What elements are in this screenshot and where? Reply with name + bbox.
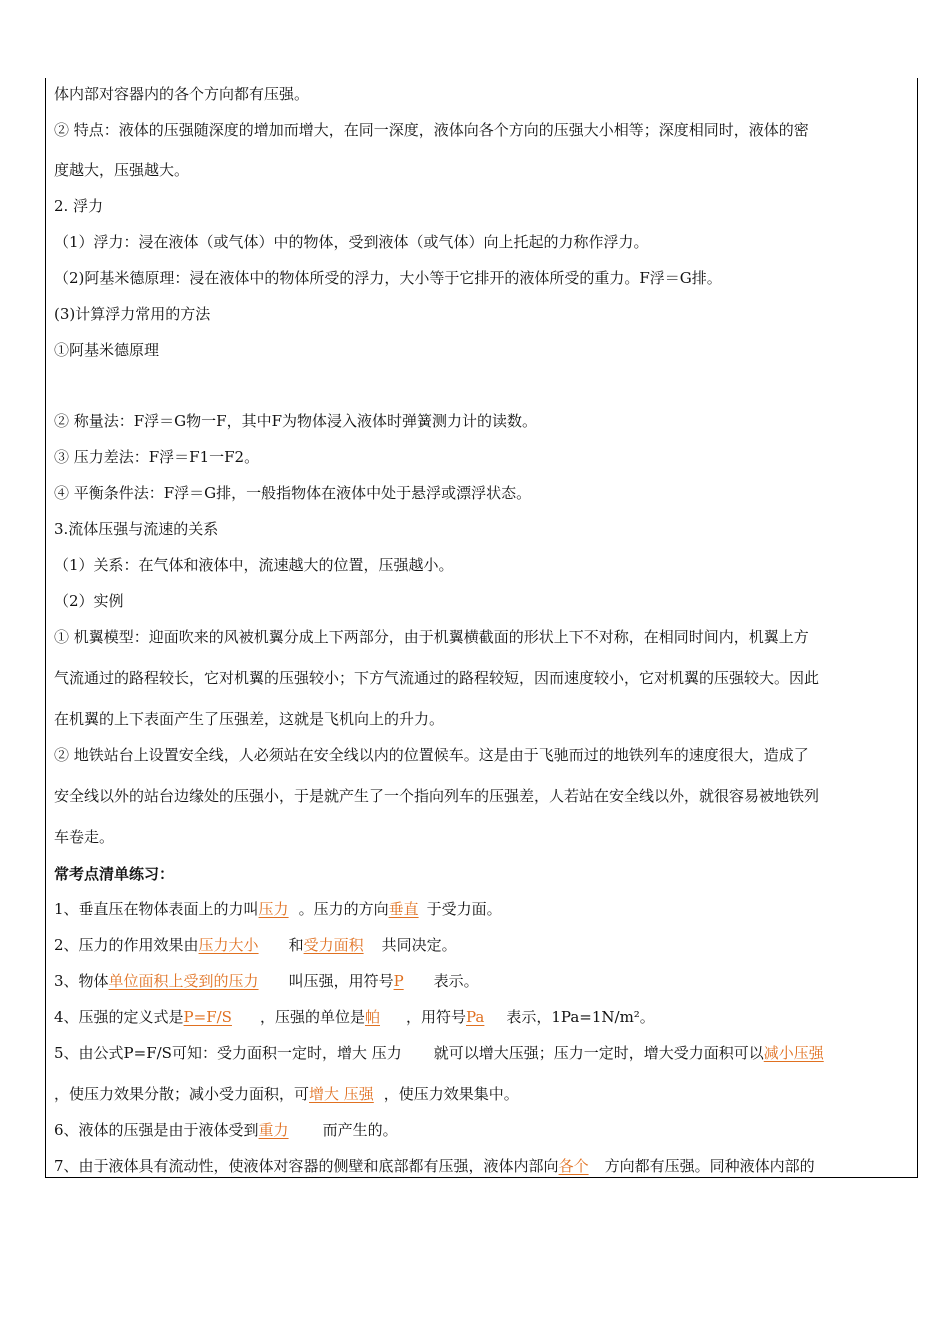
answer: 帕 [364,1008,380,1026]
answer: 减小压强 [763,1044,824,1062]
answer: 垂直 [388,900,419,918]
section-heading: 3.流体压强与流速的关系 [54,520,219,538]
text-line: ① 机翼模型：迎面吹来的风被机翼分成上下两部分，由于机翼横截面的形状上下不对称，在相同时间内，机翼上方 [54,628,809,646]
text-line: （1）关系：在气体和液体中，流速越大的位置，压强越小。 [54,556,454,574]
text-line: ② 地铁站台上设置安全线，人必须站在安全线以内的位置候车。这是由于飞驰而过的地铁列车的速度很大，造成了 [54,746,809,764]
exercise-q5: 5、由公式P=F/S可知：受力面积一定时，增大 压力 就可以增大压强；压力一定时，增大受力面积可以减小压强 [54,1044,824,1062]
answer: Pa [466,1008,485,1026]
exercise-q7: 7、由于液体具有流动性，使液体对容器的侧壁和底部都有压强，液体内部向各个 方向都有压强。同种液体内部的 [54,1157,815,1175]
exercise-q1: 1、垂直压在物体表面上的力叫压力 。压力的方向垂直 于受力面。 [54,900,502,918]
text-line: 气流通过的路程较长，它对机翼的压强较小；下方气流通过的路程较短，因而速度较小，它对机翼的压强较大。因此 [54,669,820,687]
text-line: 车卷走。 [54,828,115,846]
answer: P [393,972,404,990]
answer: 压力大小 [198,936,259,954]
text-line: 体内部对容器内的各个方向都有压强。 [54,85,310,103]
answer: 受力面积 [303,936,364,954]
exercise-q3: 3、物体单位面积上受到的压力 叫压强，用符号P 表示。 [54,972,479,990]
answer: 压力 [258,900,289,918]
text-line: 安全线以外的站台边缘处的压强小，于是就产生了一个指向列车的压强差，人若站在安全线以外，就很容易被地铁列 [54,787,820,805]
answer: 各个 [558,1157,589,1175]
text-line: 度越大，压强越大。 [54,161,190,179]
exercise-q4: 4、压强的定义式是P=F/S ，压强的单位是帕 ，用符号Pa 表示，1Pa=1N/m²。 [54,1008,655,1026]
section-heading: 2. 浮力 [54,197,104,215]
text-line: （2）实例 [54,592,124,610]
exercise-q5-cont: ，使压力效果分散；减小受力面积，可增大 压强 ，使压力效果集中。 [54,1085,519,1103]
answer: P=F/S [183,1008,232,1026]
text-line: ② 称量法：F浮＝G物一F，其中F为物体浸入液体时弹簧测力计的读数。 [54,412,537,430]
exercise-heading: 常考点清单练习： [54,865,175,883]
text-line: (3)计算浮力常用的方法 [54,305,211,323]
text-line: 在机翼的上下表面产生了压强差，这就是飞机向上的升力。 [54,710,445,728]
text-line: ③ 压力差法：F浮＝F1一F2。 [54,448,260,466]
text-line: ④ 平衡条件法：F浮＝G排，一般指物体在液体中处于悬浮或漂浮状态。 [54,484,532,502]
answer: 单位面积上受到的压力 [108,972,259,990]
text-line: （1）浮力：浸在液体（或气体）中的物体，受到液体（或气体）向上托起的力称作浮力。 [54,233,649,251]
text-line: （2)阿基米德原理：浸在液体中的物体所受的浮力，大小等于它排开的液体所受的重力。F浮＝G排。 [54,269,722,287]
answer: 增大 压强 [309,1085,374,1103]
exercise-q2: 2、压力的作用效果由压力大小 和受力面积 共同决定。 [54,936,457,954]
exercise-q6: 6、液体的压强是由于液体受到重力 而产生的。 [54,1121,398,1139]
text-line: ② 特点：液体的压强随深度的增加而增大，在同一深度，液体向各个方向的压强大小相等；深度相同时，液体的密 [54,121,809,139]
answer: 重力 [258,1121,289,1139]
text-line: ①阿基米德原理 [54,341,160,359]
